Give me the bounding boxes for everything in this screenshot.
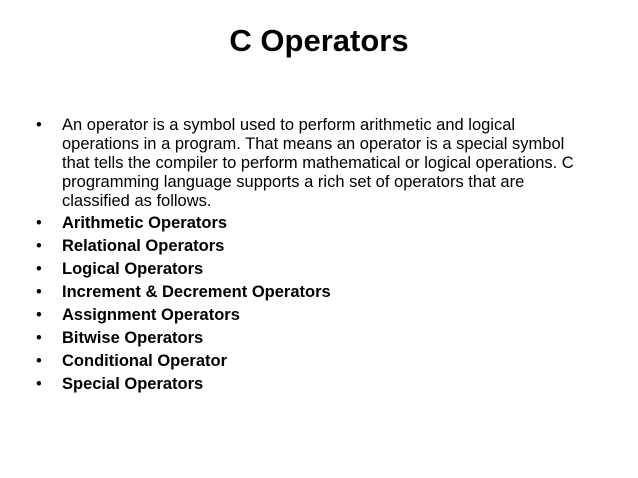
operator-type-label: Conditional Operator [62, 352, 227, 370]
intro-text: An operator is a symbol used to perform arithmetic and logical operations in a program. That means an operator is a special symbol that tells the compiler to perform mathematical or logical operations. C programming language supports a rich set of operators that are classified as follows. [62, 116, 574, 210]
operator-type-label: Bitwise Operators [62, 329, 204, 347]
bullet-dot-icon: • [36, 237, 42, 255]
bullet-operator-type [36, 260, 596, 279]
bullet-dot-icon: • [36, 329, 42, 347]
operator-type-label: Assignment Operators [62, 306, 240, 324]
bullet-operator-type [36, 306, 596, 325]
bullet-dot-icon: • [36, 260, 42, 278]
bullet-operator-type [36, 214, 596, 233]
bullet-dot-icon: • [36, 283, 42, 301]
bullet-dot-icon: • [36, 375, 42, 393]
bullet-intro [36, 116, 596, 211]
bullet-list [36, 116, 596, 398]
operator-type-label: Special Operators [62, 375, 204, 393]
operator-type-label: Arithmetic Operators [62, 214, 228, 232]
operator-type-label: Relational Operators [62, 237, 225, 255]
bullet-dot-icon: • [36, 352, 42, 370]
bullet-operator-type [36, 237, 596, 256]
bullet-operator-type [36, 375, 596, 394]
bullet-operator-type [36, 283, 596, 302]
operator-type-label: Increment & Decrement Operators [62, 283, 331, 301]
bullet-dot-icon: • [36, 306, 42, 324]
bullet-dot-icon: • [36, 116, 42, 134]
bullet-operator-type [36, 352, 596, 371]
slide-title: C Operators [229, 23, 409, 58]
operator-type-label: Logical Operators [62, 260, 204, 278]
bullet-dot-icon: • [36, 214, 42, 232]
bullet-operator-type [36, 329, 596, 348]
